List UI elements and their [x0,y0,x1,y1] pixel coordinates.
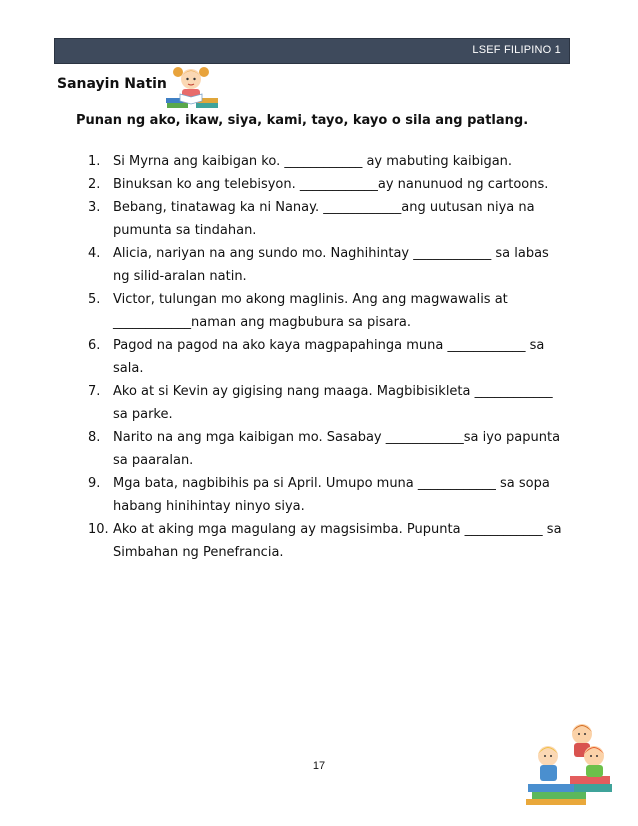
girl-reading-books-icon [162,62,220,112]
item-number: 3. [88,200,101,215]
item-text: Alicia, nariyan na ang sundo mo. Naghihintay ____________ sa labas ng silid-aralan natin. [113,246,549,284]
item-number: 10. [88,522,109,537]
kids-on-books-icon [522,716,616,806]
exercise-item [88,380,568,426]
header-bar [54,38,570,64]
item-text: Ako at aking mga magulang ay magsisimba. Pupunta ____________ sa Simbahan ng Penefrancia. [113,522,562,560]
item-text: Binuksan ko ang telebisyon. ____________ay nanunuod ng cartoons. [113,177,549,192]
item-number: 9. [88,476,101,491]
item-number: 7. [88,384,101,399]
item-number: 5. [88,292,101,307]
page-number: 17 [312,760,326,772]
item-text: Bebang, tinatawag ka ni Nanay. ____________ang uutusan niya na pumunta sa tindahan. [113,200,535,238]
instruction-text: Punan ng ako, ikaw, siya, kami, tayo, kayo o sila ang patlang. [76,113,529,128]
item-text: Narito na ang mga kaibigan mo. Sasabay ____________sa iyo papunta sa paaralan. [113,430,561,468]
exercise-item [88,173,568,196]
item-text: Si Myrna ang kaibigan ko. ____________ ay mabuting kaibigan. [113,154,513,169]
exercise-item [88,242,568,288]
item-text: Ako at si Kevin ay gigising nang maaga. Magbibisikleta ____________ sa parke. [113,384,553,422]
exercise-item [88,334,568,380]
exercise-item [88,150,568,173]
exercise-item [88,288,568,334]
item-number: 8. [88,430,101,445]
item-number: 1. [88,154,101,169]
item-text: Pagod na pagod na ako kaya magpapahinga muna ____________ sa sala. [113,338,545,376]
exercise-item [88,472,568,518]
exercise-item [88,196,568,242]
header-title: LSEF FILIPINO 1 [472,44,561,56]
exercise-item [88,426,568,472]
item-number: 2. [88,177,101,192]
section-title: Sanayin Natin [57,76,167,92]
item-number: 4. [88,246,101,261]
item-text: Mga bata, nagbibihis pa si April. Umupo muna ____________ sa sopa habang hinihintay ninyo siya. [113,476,550,514]
item-text: Victor, tulungan mo akong maglinis. Ang ang magwawalis at ____________naman ang magbubura sa pisara. [113,292,508,330]
exercise-list [88,150,568,564]
item-number: 6. [88,338,101,353]
exercise-item [88,518,568,564]
